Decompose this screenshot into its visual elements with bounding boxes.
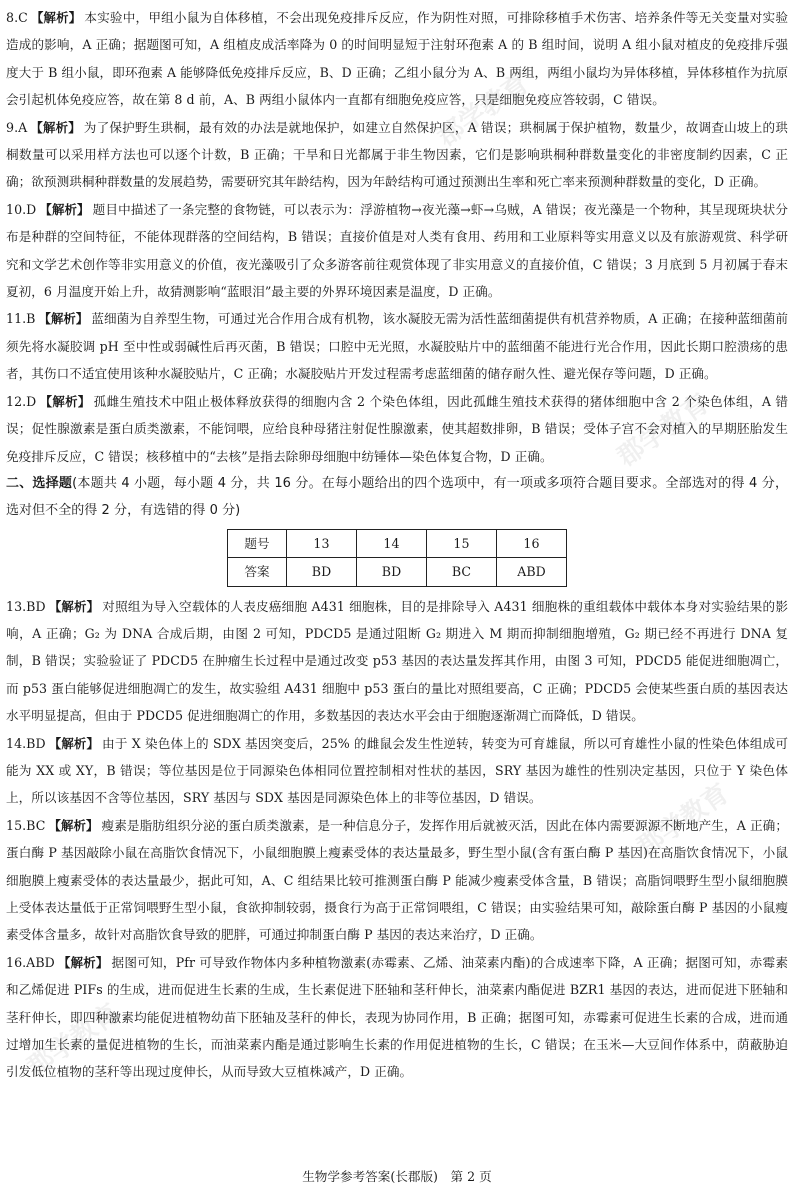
answer-item-15 [6, 812, 788, 949]
item-number: 12.D [6, 393, 37, 409]
analysis-tag: 【解析】 [39, 393, 91, 409]
answer-table-wrap [6, 529, 788, 587]
item-number: 10.D [6, 201, 37, 217]
analysis-tag: 【解析】 [48, 598, 100, 614]
analysis-tag: 【解析】 [30, 119, 81, 135]
answer-table [227, 529, 567, 587]
answer-item-13 [6, 593, 788, 730]
answer-item-11 [6, 305, 788, 387]
page-footer: 生物学参考答案(长郡版) 第 2 页 [302, 1169, 492, 1184]
table-cell: 13 [287, 529, 357, 557]
table-cell: BD [287, 558, 357, 586]
item-text: 据图可知，Pfr 可导致作物体内多种植物激素(赤霉素、乙烯、油菜素内酯)的合成速率下降，A 正确；据图可知，赤霉素和乙烯促进 PIFs 的生成，进而促进生长素的生成，生长素促进下胚轴和茎秆伸长，油菜素内酯促进 BZR1 基因的表达，进而促进下胚轴和茎秆伸长，即四种激素均能促进植物幼苗下胚轴及茎秆的伸长，表现为协同作用，B 正确；据图可知，赤霉素可促进生长素的合成，进而通过增加生长素的量促进植物的生长，而油菜素内酯是通过影响生长素的作用促进植物的生长，C 错误；在玉米—大豆间作体系中，荫蔽胁迫引发低位植物的茎秆等出现过度伸长，从而导致大豆植株减产，D 正确。 [6, 954, 788, 1080]
answer-item-16 [6, 949, 788, 1086]
answer-item-10 [6, 196, 788, 306]
analysis-tag: 【解析】 [48, 735, 100, 751]
item-text: 由于 X 染色体上的 SDX 基因突变后，25% 的雌鼠会发生性逆转，转变为可育雄鼠，所以可育雄性小鼠的性染色体组成可能为 XX 或 XY，B 错误；等位基因是位于同源染色体相同位置控制相对性状的基因，SRY 基因为雄性的性别决定基因，只位于 Y 染色体上，所以该基因不含等位基因，SRY 基因与 SDX 基因是同源染色体上的非等位基因，D 错误。 [6, 735, 788, 806]
item-number: 15.BC [6, 817, 46, 833]
watermark: 郡学教育 [632, 778, 735, 863]
watermark: 郡学教育 [432, 68, 535, 153]
analysis-tag: 【解析】 [38, 311, 89, 327]
item-text: 蓝细菌为自养型生物，可通过光合作用合成有机物，该水凝胶无需为活性蓝细菌提供有机营养物质，A 正确；在接种蓝细菌前须先将水凝胶调 pH 至中性或弱碱性后再灭菌，B 错误；口腔中无光照，水凝胶贴片中的蓝细菌不能进行光合作用，因此长期口腔溃疡的患者，其伤口不适宜使用该种水凝胶贴片，C 正确；水凝胶贴片开发过程需考虑蓝细菌的储存耐久性、避光保存等问题，D 正确。 [6, 311, 789, 382]
item-text: 对照组为导入空载体的人表皮癌细胞 A431 细胞株，目的是排除导入 A431 细胞株的重组载体中载体本身对实验结果的影响，A 正确；G₂ 为 DNA 合成后期，由图 2 可知，PDCD5 是通过阻断 G₂ 期进入 M 期而抑制细胞增殖，G₂ 期已经不再进行 DNA 复制，B 错误；实验验证了 PDCD5 在肿瘤生长过程中是通过改变 p53 基因的表达量发挥其作用，由图 3 可知，PDCD5 能促进细胞凋亡，而 p53 蛋白能够促进细胞凋亡的发生，故实验组 A431 细胞中 p53 蛋白的量比对照组要高，C 正确；PDCD5 会使某些蛋白质的基因表达水平明显提高，但由于 PDCD5 促进细胞凋亡的作用，多数基因的表达水平会由于细胞逐渐凋亡而降低，D 错误。 [6, 598, 788, 724]
watermark: 郡学教育 [612, 388, 715, 473]
analysis-tag: 【解析】 [48, 817, 99, 833]
item-number: 14.BD [6, 735, 46, 751]
item-text: 本实验中，甲组小鼠为自体移植，不会出现免疫排斥反应，作为阴性对照，可排除移植手术伤害、培养条件等无关变量对实验造成的影响，A 正确；据题图可知，A 组植皮成活率降为 0 的时间明显短于注射环孢素 A 的 B 组时间，说明 A 组小鼠对植皮的免疫排斥强度大于 B 组小鼠，即环孢素 A 能够降低免疫排斥反应，B、D 正确；乙组小鼠分为 A、B 两组，两组小鼠均为异体移植，异体移植作为抗原会引起机体免疫应答，故在第 8 d 前，A、B 两组小鼠体内一直都有细胞免疫应答，只是细胞免疫应答较弱，C 错误。 [6, 10, 789, 108]
item-number: 16.ABD [6, 954, 55, 970]
table-cell: 14 [357, 529, 427, 557]
section-description: (本题共 4 小题，每小题 4 分，共 16 分。在每小题给出的四个选项中，有一项或多项符合题目要求。全部选对的得 4 分，选对但不全的得 2 分，有选错的得 0 分) [6, 475, 788, 519]
item-text: 瘦素是脂肪组织分泌的蛋白质类激素，是一种信息分子，发挥作用后就被灭活，因此在体内需要源源不断地产生，A 正确；蛋白酶 P 基因敲除小鼠在高脂饮食情况下，小鼠细胞膜上瘦素受体的表达量最多，野生型小鼠(含有蛋白酶 P 基因)在高脂饮食情况下，小鼠细胞膜上瘦素受体的表达量最少，据此可知，A、C 组结果比较可推测蛋白酶 P 能减少瘦素受体含量，B 错误；高脂饲喂野生型小鼠细胞膜上受体表达量低于正常饲喂野生型小鼠，食欲抑制较弱，摄食行为高于正常饲喂组，C 错误；由实验结果可知，敲除蛋白酶 P 基因的小鼠瘦素受体含量多，故针对高脂饮食导致的肥胖，可通过抑制蛋白酶 P 基因的表达来治疗，D 正确。 [6, 817, 788, 943]
answer-content [6, 4, 788, 1086]
item-text: 为了保护野生珙桐，最有效的办法是就地保护，如建立自然保护区，A 错误；珙桐属于保护植物，数量少，故调查山坡上的珙桐数量可以采用样方法也可以逐个计数，B 正确；干旱和日光都属于非生物因素，它们是影响珙桐种群数量变化的非密度制约因素，C 正确；欲预测珙桐种群数量的发展趋势，需要研究其年龄结构，因为年龄结构可通过预测出生率和死亡率来预测种群数量的变化，D 正确。 [6, 119, 788, 190]
section-title: 二、选择题 [6, 475, 73, 491]
watermark: 郡学教育 [22, 998, 125, 1083]
section-heading [6, 470, 788, 525]
table-header-cell: 答案 [228, 558, 287, 586]
item-text: 题目中描述了一条完整的食物链，可以表示为：浮游植物→夜光藻→虾→乌贼，A 错误；夜光藻是一个物种，其呈现斑块状分布是种群的空间特征，不能体现群落的空间结构，B 错误；直接价值是对人类有食用、药用和工业原料等实用意义以及有旅游观赏、科学研究和文学艺术创作等非实用意义的价值，夜光藻吸引了众多游客前往观赏体现了非实用意义的直接价值，C 错误；3 月底到 5 月初属于春末夏初，6 月温度开始上升，故猜测影响“蓝眼泪”最主要的外界环境因素是温度，D 正确。 [6, 201, 788, 300]
answer-item-9 [6, 114, 788, 196]
answer-item-8 [6, 4, 788, 114]
item-number: 11.B [6, 311, 36, 327]
analysis-tag: 【解析】 [30, 10, 82, 25]
analysis-tag: 【解析】 [57, 954, 109, 970]
table-cell: 16 [497, 529, 567, 557]
item-number: 9.A [6, 119, 28, 135]
table-cell: BC [427, 558, 497, 586]
table-cell: ABD [497, 558, 567, 586]
table-cell: 15 [427, 529, 497, 557]
item-number: 13.BD [6, 598, 46, 614]
answer-item-12 [6, 388, 788, 470]
analysis-tag: 【解析】 [39, 201, 90, 217]
table-row [228, 529, 567, 557]
item-number: 8.C [6, 10, 28, 25]
item-text: 孤雌生殖技术中阻止极体释放获得的细胞内含 2 个染色体组，因此孤雌生殖技术获得的猪体细胞中含 2 个染色体组，A 错误；促性腺激素是蛋白质类激素，不能饲喂，应给良种母猪注射促性腺激素，使其超数排卵，B 错误；受体子宫不会对植入的早期胚胎发生免疫排斥反应，C 错误；核移植中的“去核”是指去除卵母细胞中纺锤体—染色体复合物，D 正确。 [6, 393, 788, 464]
table-row [228, 558, 567, 586]
answer-item-14 [6, 730, 788, 812]
table-header-cell: 题号 [228, 529, 287, 557]
table-cell: BD [357, 558, 427, 586]
